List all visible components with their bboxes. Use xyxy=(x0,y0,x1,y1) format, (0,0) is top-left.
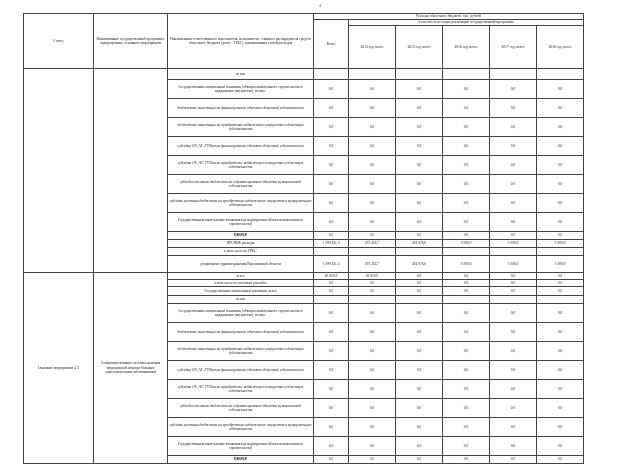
value-total: 0,0 xyxy=(314,304,349,323)
value-total xyxy=(314,69,349,80)
value-year: 0,0 xyxy=(396,175,443,194)
value-year xyxy=(396,69,443,80)
value-year xyxy=(443,69,490,80)
value-year xyxy=(443,248,490,256)
value-year: 0,0 xyxy=(396,342,443,361)
value-year xyxy=(537,296,584,304)
value-year xyxy=(396,248,443,256)
value-year: 0,0 xyxy=(537,280,584,287)
value-year: 0,0 xyxy=(349,304,396,323)
value-year: 45 818,5 xyxy=(349,273,396,280)
value-total: 0,0 xyxy=(314,99,349,118)
header-expenses-group: Расходы областного бюджета, тыс. рублей xyxy=(314,14,584,20)
value-year: 0,0 xyxy=(396,213,443,232)
row-label: субсидии ОУ, АУ, ГУПам на финансирование объектов областной собственности xyxy=(168,361,314,380)
row-label: бюджетные инвестиции на приобретение недвижимого имущества в областную собственность xyxy=(168,118,314,137)
value-year: 0,0 xyxy=(443,137,490,156)
value-total: 0,0 xyxy=(314,80,349,99)
value-year: 0,0 xyxy=(537,418,584,437)
value-year: 0,0 xyxy=(490,361,537,380)
value-year: 0,0 xyxy=(443,80,490,99)
row-label: в том числе по статьям расходов xyxy=(168,280,314,287)
value-year: 454 076,6 xyxy=(396,240,443,248)
value-year: 0,0 xyxy=(443,194,490,213)
value-year: 0,0 xyxy=(490,437,537,456)
row-label: субсидии местным бюджетам на софинансирование объектов муниципальной собственности xyxy=(168,399,314,418)
value-year: 0,0 xyxy=(537,213,584,232)
row-label: НИОКР xyxy=(168,456,314,464)
header-total: Всего xyxy=(314,20,349,69)
value-year: 0,0 xyxy=(537,273,584,280)
value-year: 0,0 xyxy=(443,213,490,232)
value-year: 0,0 xyxy=(443,456,490,464)
value-year: 0,0 xyxy=(537,380,584,399)
value-year: 0,0 xyxy=(443,380,490,399)
row-label: субсидии местным бюджетам на софинансирование объектов муниципальной собственности xyxy=(168,175,314,194)
row-label: субсидии ОУ, АУ, ГУПам на финансирование объектов областной собственности xyxy=(168,137,314,156)
value-year: 0,0 xyxy=(490,287,537,296)
value-total: 0,0 xyxy=(314,137,349,156)
value-year: 0,0 xyxy=(490,194,537,213)
value-total xyxy=(314,248,349,256)
value-year xyxy=(490,248,537,256)
value-year: 0,0 xyxy=(443,175,490,194)
value-year: 3 500,0 xyxy=(443,256,490,273)
value-year: 0,0 xyxy=(396,273,443,280)
header-year: 2017 год, всего xyxy=(490,26,537,69)
row-label: ПРОЧИЕ расходы xyxy=(168,240,314,248)
value-year: 0,0 xyxy=(396,280,443,287)
value-total: 1 399 431,3 xyxy=(314,240,349,248)
value-year: 0,0 xyxy=(537,342,584,361)
value-year: 0,0 xyxy=(490,137,537,156)
value-year: 0,0 xyxy=(537,137,584,156)
value-year: 0,0 xyxy=(490,380,537,399)
value-year: 0,0 xyxy=(396,361,443,380)
value-year: 0,0 xyxy=(396,304,443,323)
budget-table xyxy=(23,13,584,464)
value-year: 0,0 xyxy=(396,287,443,296)
row-label: НИОКР xyxy=(168,232,314,240)
value-total: 0,0 xyxy=(314,342,349,361)
value-year: 0,0 xyxy=(443,361,490,380)
value-year: 0,0 xyxy=(349,380,396,399)
table-header xyxy=(24,14,584,69)
value-year: 0,0 xyxy=(349,399,396,418)
value-total: 0,0 xyxy=(314,456,349,464)
value-year: 0,0 xyxy=(490,99,537,118)
value-year: 0,0 xyxy=(443,304,490,323)
value-year: 0,0 xyxy=(537,323,584,342)
value-year: 0,0 xyxy=(537,194,584,213)
value-year: 0,0 xyxy=(537,399,584,418)
value-total: 45 818,5 xyxy=(314,273,349,280)
value-year: 0,0 xyxy=(490,342,537,361)
value-year: 0,0 xyxy=(490,323,537,342)
table-body xyxy=(24,69,584,464)
row-label: субсидии ОУ, АУ, ГУПам на приобретение недвижимого имущества в областную собственность xyxy=(168,380,314,399)
value-year xyxy=(349,248,396,256)
value-year: 0,0 xyxy=(490,175,537,194)
value-year: 0,0 xyxy=(537,361,584,380)
value-year: 0,0 xyxy=(349,194,396,213)
header-year: 2018 год, всего xyxy=(537,26,584,69)
row-label: в том числе по ГРБС xyxy=(168,248,314,256)
value-year: 0,0 xyxy=(396,156,443,175)
value-year: 0,0 xyxy=(490,304,537,323)
value-total xyxy=(314,296,349,304)
value-year: 0,0 xyxy=(443,156,490,175)
value-year: 0,0 xyxy=(537,175,584,194)
value-year: 0,0 xyxy=(396,380,443,399)
value-year: 0,0 xyxy=(349,137,396,156)
value-total: 0,0 xyxy=(314,287,349,296)
value-total: 0,0 xyxy=(314,280,349,287)
value-year: 0,0 xyxy=(349,456,396,464)
value-total: 0,0 xyxy=(314,175,349,194)
value-total: 0,0 xyxy=(314,380,349,399)
value-total: 0,0 xyxy=(314,399,349,418)
row-status-cell xyxy=(24,69,94,273)
value-year: 0,0 xyxy=(349,361,396,380)
row-program-cell: Совершенствование системы оказания медицинской помощи больным онкологическими заболеваниями xyxy=(94,273,168,464)
value-year: 0,0 xyxy=(349,287,396,296)
value-year: 0,0 xyxy=(490,399,537,418)
value-year: 475 454,7 xyxy=(349,256,396,273)
row-label: Государственные капитальные вложения (на мероприятия объектов капитального строительства) xyxy=(168,437,314,456)
value-total: 0,0 xyxy=(314,194,349,213)
row-label: субсидии местным бюджетам на приобретение недвижимого имущества в муниципальную собственность xyxy=(168,194,314,213)
value-year: 0,0 xyxy=(443,323,490,342)
value-year: 0,0 xyxy=(443,118,490,137)
value-year: 0,0 xyxy=(537,456,584,464)
header-program-name: Наименование государственной программы, подпрограммы, основного мероприятия xyxy=(94,14,168,69)
value-year: 0,0 xyxy=(396,194,443,213)
value-total: 0,0 xyxy=(314,213,349,232)
header-executor: Наименование ответственного исполнителя, исполнителя - главного распорядителя средств областного бюджета (далее - ГРБС), наименования статей расходов xyxy=(168,14,314,69)
value-year: 0,0 xyxy=(396,323,443,342)
value-year: 0,0 xyxy=(490,273,537,280)
value-year: 0,0 xyxy=(349,118,396,137)
value-year: 0,0 xyxy=(443,280,490,287)
row-status-cell: Основное мероприятие 2.5 xyxy=(24,273,94,464)
value-total: 0,0 xyxy=(314,418,349,437)
header-year: 2016 год, всего xyxy=(443,26,490,69)
page-number: 4 xyxy=(319,3,321,8)
value-year: 0,0 xyxy=(490,280,537,287)
value-year: 0,0 xyxy=(537,232,584,240)
header-by-years-group: в том числе по годам реализации государственной программы xyxy=(349,20,584,26)
value-year: 0,0 xyxy=(490,118,537,137)
value-year: 3 500,0 xyxy=(490,240,537,248)
row-label: Государственные капитальные вложения (на мероприятия объектов капитального строительства) xyxy=(168,213,314,232)
value-year: 475 454,7 xyxy=(349,240,396,248)
value-year: 3 500,0 xyxy=(443,240,490,248)
value-year: 0,0 xyxy=(537,437,584,456)
value-year: 0,0 xyxy=(396,118,443,137)
value-year: 0,0 xyxy=(396,437,443,456)
value-year: 0,0 xyxy=(443,342,490,361)
value-year: 0,0 xyxy=(349,437,396,456)
value-year: 0,0 xyxy=(349,99,396,118)
value-year: 0,0 xyxy=(396,399,443,418)
row-program-cell xyxy=(94,69,168,273)
value-year: 0,0 xyxy=(443,399,490,418)
value-year: 0,0 xyxy=(396,80,443,99)
value-year: 0,0 xyxy=(349,175,396,194)
value-year xyxy=(537,248,584,256)
value-year: 0,0 xyxy=(349,342,396,361)
value-year: 0,0 xyxy=(443,99,490,118)
row-label: субсидии местным бюджетам на приобретение недвижимого имущества в муниципальную собственность xyxy=(168,418,314,437)
value-total: 0,0 xyxy=(314,232,349,240)
value-total: 0,0 xyxy=(314,323,349,342)
value-year: 0,0 xyxy=(537,99,584,118)
row-label: Государственные капитальные вложения (объекты капитального строительства и недвижимое имущество), из них: xyxy=(168,304,314,323)
row-label: из них xyxy=(168,296,314,304)
value-year xyxy=(349,69,396,80)
value-year: 0,0 xyxy=(349,156,396,175)
value-year: 3 500,0 xyxy=(490,256,537,273)
value-year: 0,0 xyxy=(349,80,396,99)
value-year: 0,0 xyxy=(537,304,584,323)
row-label: из них xyxy=(168,69,314,80)
row-label: Государственные капитальные вложения (объекты капитального строительства и недвижимое имущество), из них: xyxy=(168,80,314,99)
value-year: 0,0 xyxy=(396,99,443,118)
value-year xyxy=(349,296,396,304)
value-total: 0,0 xyxy=(314,156,349,175)
row-label: всего xyxy=(168,273,314,280)
row-label: бюджетные инвестиции на финансирование объектов областной собственности xyxy=(168,323,314,342)
value-year: 0,0 xyxy=(396,137,443,156)
value-year: 0,0 xyxy=(537,80,584,99)
value-year: 0,0 xyxy=(396,418,443,437)
table-row xyxy=(24,273,584,280)
row-label: Государственные капитальные вложения, всего xyxy=(168,287,314,296)
value-year: 0,0 xyxy=(537,287,584,296)
value-year: 0,0 xyxy=(490,418,537,437)
value-year: 0,0 xyxy=(396,232,443,240)
header-status: Статус xyxy=(24,14,94,69)
value-year: 0,0 xyxy=(349,323,396,342)
value-year: 0,0 xyxy=(490,213,537,232)
row-label: бюджетные инвестиции на финансирование объектов областной собственности xyxy=(168,99,314,118)
value-year: 0,0 xyxy=(443,287,490,296)
value-year: 0,0 xyxy=(349,418,396,437)
value-year xyxy=(537,69,584,80)
value-year: 0,0 xyxy=(443,437,490,456)
value-total: 1 399 431,3 xyxy=(314,256,349,273)
table-row xyxy=(24,69,584,80)
value-year: 0,0 xyxy=(490,232,537,240)
row-label: департамент здравоохранения Воронежской области xyxy=(168,256,314,273)
value-year: 0,0 xyxy=(349,232,396,240)
value-year xyxy=(443,296,490,304)
value-year: 0,0 xyxy=(490,156,537,175)
value-year: 0,0 xyxy=(396,456,443,464)
value-year: 0,0 xyxy=(490,456,537,464)
value-year: 0,0 xyxy=(443,418,490,437)
header-year: 2015 год, всего xyxy=(396,26,443,69)
value-year: 0,0 xyxy=(490,80,537,99)
value-year xyxy=(396,296,443,304)
value-year: 0,0 xyxy=(349,213,396,232)
value-year: 454 076,6 xyxy=(396,256,443,273)
value-year xyxy=(490,69,537,80)
value-year: 3 500,0 xyxy=(537,240,584,248)
row-label: бюджетные инвестиции на приобретение недвижимого имущества в областную собственность xyxy=(168,342,314,361)
value-total: 0,0 xyxy=(314,361,349,380)
row-label: субсидии ОУ, АУ, ГУПам на приобретение недвижимого имущества в областную собственность xyxy=(168,156,314,175)
value-total: 0,0 xyxy=(314,437,349,456)
value-year: 3 500,0 xyxy=(537,256,584,273)
value-total: 0,0 xyxy=(314,118,349,137)
value-year: 0,0 xyxy=(349,280,396,287)
value-year xyxy=(490,296,537,304)
value-year: 0,0 xyxy=(537,118,584,137)
value-year: 0,0 xyxy=(443,232,490,240)
header-year: 2014 год, всего xyxy=(349,26,396,69)
value-year: 0,0 xyxy=(443,273,490,280)
value-year: 0,0 xyxy=(537,156,584,175)
